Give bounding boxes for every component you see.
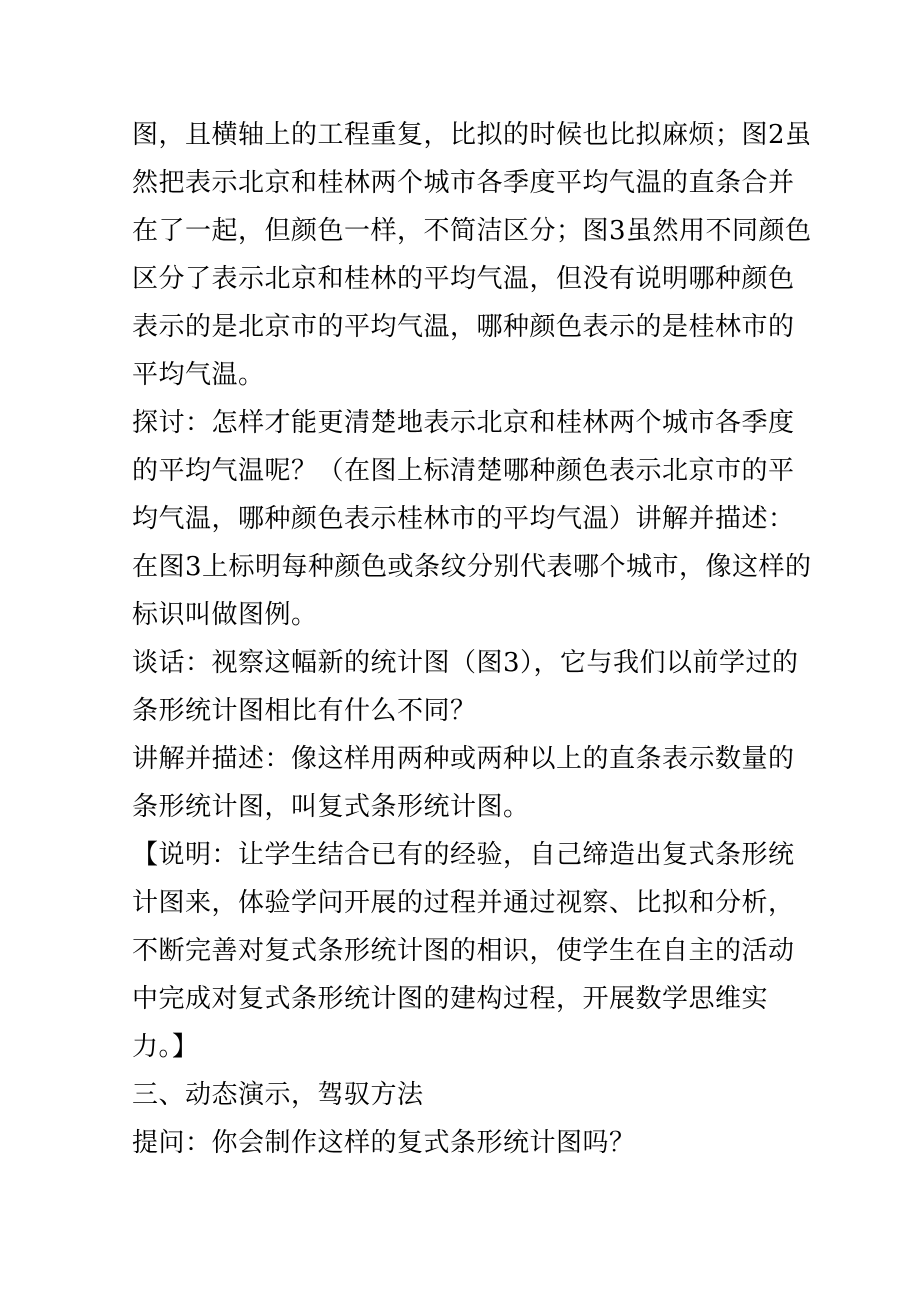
text-line: 条形统计图相比有什么不同？ (132, 696, 477, 726)
text-line: 计图来，体验学问开展的过程并通过视察、比拟和分析， (132, 888, 795, 918)
text-line: 区分了表示北京和桂林的平均气温，但没有说明哪种颜色 (132, 264, 795, 294)
text-line: 中完成对复式条形统计图的建构过程，开展数学思维实 (132, 984, 769, 1014)
text-line: 在图3上标明每种颜色或条纹分别代表哪个城市，像这样的 (132, 552, 812, 582)
text-line: 平均气温。 (132, 360, 265, 390)
text-line: 的平均气温呢？（在图上标清楚哪种颜色表示北京市的平 (132, 456, 795, 486)
text-line: 然把表示北京和桂林两个城市各季度平均气温的直条合并 (132, 168, 795, 198)
text-line: 在了一起，但颜色一样，不简洁区分；图3虽然用不同颜色 (132, 216, 812, 246)
text-line: 图，且横轴上的工程重复，比拟的时候也比拟麻烦；图2虽 (132, 120, 812, 150)
text-line: 表示的是北京市的平均气温，哪种颜色表示的是桂林市的 (132, 312, 795, 342)
text-line: 【说明：让学生结合已有的经验，自己缔造出复式条形统 (132, 840, 795, 870)
text-line: 力。】 (132, 1032, 199, 1062)
text-line: 谈话：视察这幅新的统计图（图3），它与我们以前学过的 (132, 648, 799, 678)
text-line: 标识叫做图例。 (132, 600, 318, 630)
document-body (132, 111, 812, 1167)
text-line: 讲解并描述：像这样用两种或两种以上的直条表示数量的 (132, 744, 795, 774)
text-line: 三、动态演示，驾驭方法 (132, 1080, 424, 1110)
text-line: 提问：你会制作这样的复式条形统计图吗？ (132, 1128, 636, 1158)
text-line: 条形统计图，叫复式条形统计图。 (132, 792, 530, 822)
text-line: 均气温，哪种颜色表示桂林市的平均气温）讲解并描述： (132, 504, 795, 534)
text-line: 不断完善对复式条形统计图的相识，使学生在自主的活动 (132, 936, 795, 966)
text-line: 探讨：怎样才能更清楚地表示北京和桂林两个城市各季度 (132, 408, 795, 438)
